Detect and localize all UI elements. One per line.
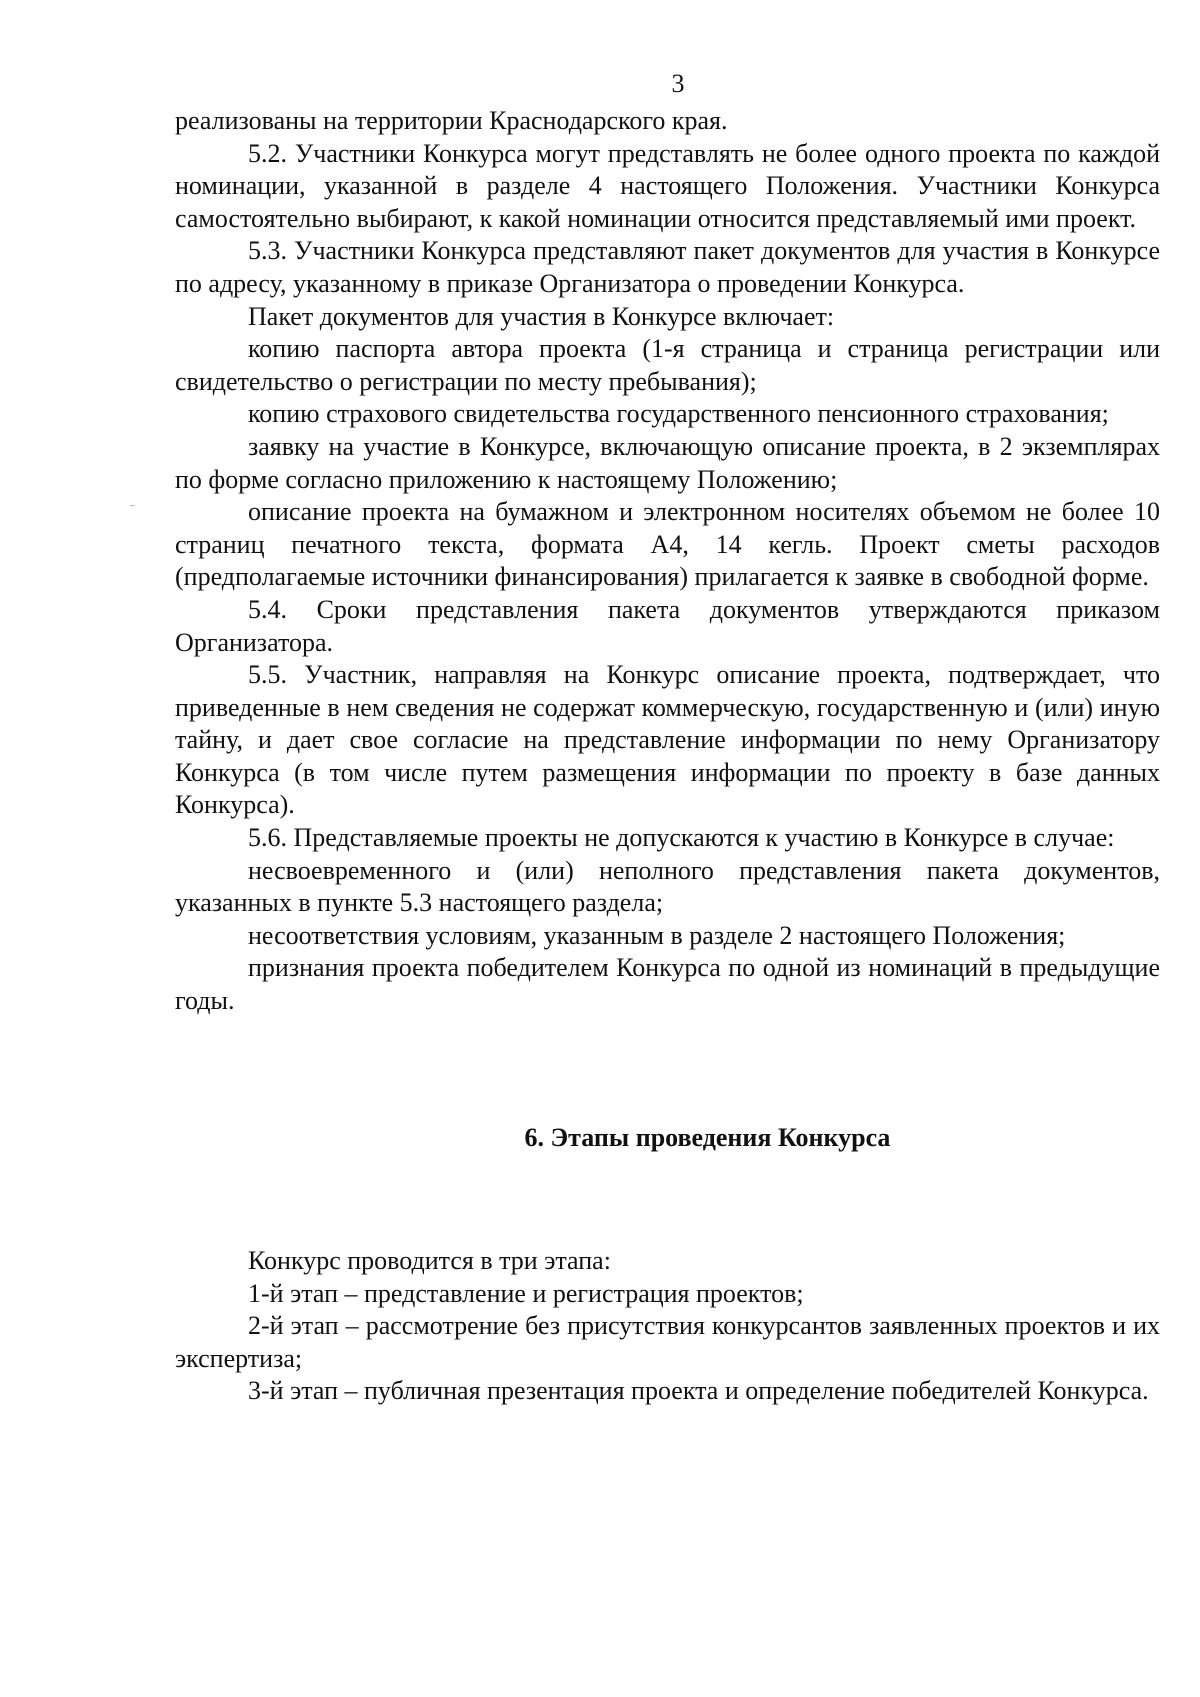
section-heading-text: 6. Этапы проведения Конкурса bbox=[524, 1123, 891, 1152]
paragraph-untimely: несвоевременного и (или) неполного представления пакета документов, указанных в пункте 5.3 настоящего раздела; bbox=[175, 855, 1160, 918]
paragraph-insurance-copy: копию страхового свидетельства государственного пенсионного страхования; bbox=[248, 399, 1109, 429]
paragraph-application: заявку на участие в Конкурсе, включающую описание проекта, в 2 экземплярах по форме согласно приложению к настоящему Положению; bbox=[175, 431, 1160, 494]
section-5-body bbox=[175, 105, 1160, 1018]
paragraph-project-description: описание проекта на бумажном и электронном носителях объемом не более 10 страниц печатного текста, формата А4, 14 кегль. Проект сметы расходов (предполагаемые источники финансирования) прилагается к заявке в свободной форме. bbox=[175, 497, 1160, 592]
paragraph-stage-3: 3-й этап – публичная презентация проекта и определение победителей Конкурса. bbox=[248, 1376, 1149, 1406]
paragraph-nonconformity: несоответствия условиям, указанным в разделе 2 настоящего Положения; bbox=[248, 920, 1066, 950]
paragraph-passport-copy: копию паспорта автора проекта (1-я страница и страница регистрации или свидетельство о регистрации по месту пребывания); bbox=[175, 334, 1160, 396]
scan-speck bbox=[130, 505, 135, 506]
paragraph-previous-winner: признания проекта победителем Конкурса по одной из номинаций в предыдущие годы. bbox=[175, 953, 1160, 1016]
paragraph-stages-intro: Конкурс проводится в три этапа: bbox=[248, 1246, 611, 1275]
paragraph-5-2: 5.2. Участники Конкурса могут представлять не более одного проекта по каждой номинации, указанной в разделе 4 настоящего Положения. Участники Конкурса самостоятельно выбирают, к какой номинации относится представляемый ими проект. bbox=[175, 138, 1160, 233]
paragraph-continuation: реализованы на территории Краснодарского края. bbox=[175, 106, 728, 135]
paragraph-stage-2: 2-й этап – рассмотрение без присутствия конкурсантов заявленных проектов и их экспертиза; bbox=[175, 1311, 1160, 1373]
paragraph-package-intro: Пакет документов для участия в Конкурсе включает: bbox=[248, 301, 835, 331]
section-6-body bbox=[175, 1245, 1160, 1408]
paragraph-5-5: 5.5. Участник, направляя на Конкурс описание проекта, подтверждает, что приведенные в нем сведения не содержат коммерческую, государственную и (или) иную тайну, и дает свое согласие на представление информации по нему Организатору Конкурса (в том числе путем размещения информации по проекту в базе данных Конкурса). bbox=[175, 660, 1160, 820]
section-heading bbox=[175, 1122, 1160, 1154]
paragraph-stage-1: 1-й этап – представление и регистрация проектов; bbox=[248, 1278, 804, 1308]
paragraph-5-3: 5.3. Участники Конкурса представляют пакет документов для участия в Конкурсе по адресу, указанному в приказе Организатора о проведении Конкурса. bbox=[175, 236, 1160, 298]
paragraph-5-4: 5.4. Сроки представления пакета документов утверждаются приказом Организатора. bbox=[175, 594, 1160, 657]
paragraph-5-6: 5.6. Представляемые проекты не допускаются к участию в Конкурсе в случае: bbox=[248, 823, 1115, 853]
page-number: 3 bbox=[671, 69, 685, 98]
